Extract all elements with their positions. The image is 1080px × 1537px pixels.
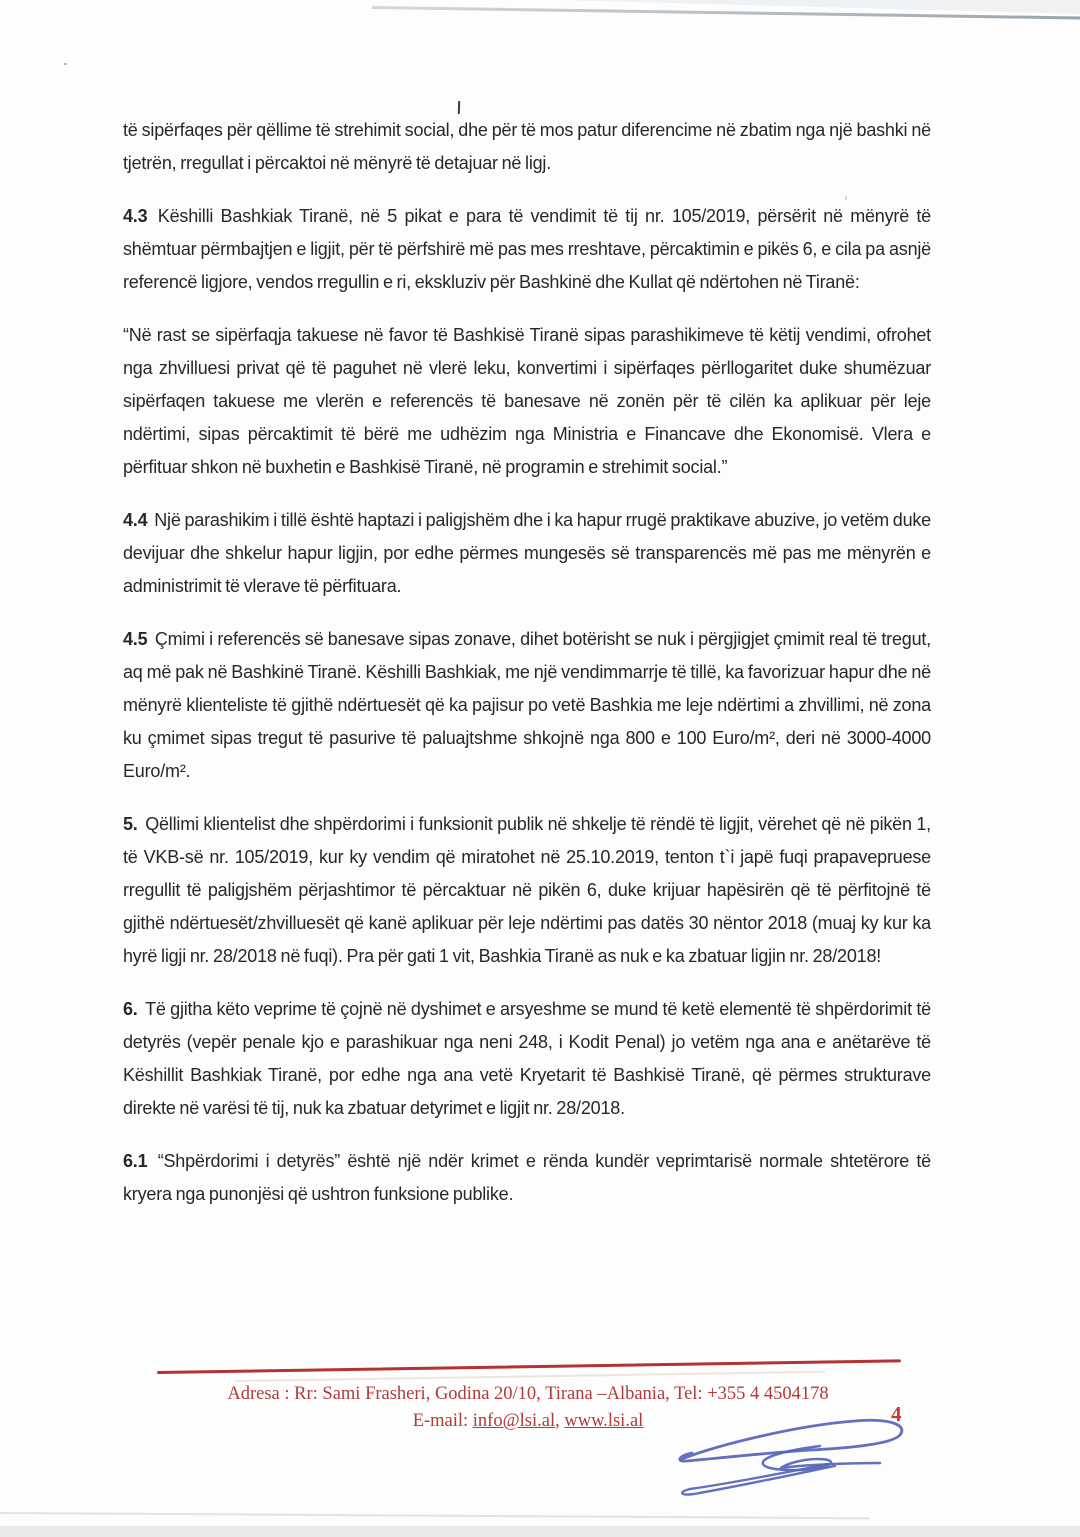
paragraph-text: Një parashikim i tillë është haptazi i paligjshëm dhe i ka hapur rrugë praktikave abuzive, jo vetëm duke devijuar dhe shkelur hapur ligjin, por edhe përmes mungesës së transparencës më pas me mënyrën e administrimit të vlerave të përfituara.: [123, 510, 931, 596]
paragraph-text: Qëllimi klientelist dhe shpërdorimi i funksionit publik në shkelje të rëndë të ligjit, vërehet që në pikën 1, të VKB-së nr. 105/2019, kur ky vendim që miratohet në 25.10.2019, tenton t`i japë fuqi prapavepruese rregullit të paligjshëm përjashtimor të përcaktuar në pikën 6, duke krijuar hapësirën që të përfitojnë të gjithë ndërtuesët/zhvilluesët që kanë aplikuar për leje ndërtimi pas datës 30 nëntor 2018 (muaj ky kur ka hyrë ligji nr. 28/2018 në fuqi). Pra për gati 1 vit, Bashkia Tiranë as nuk e ka zbatuar ligjin nr. 28/2018!: [123, 814, 931, 966]
email-link[interactable]: info@lsi.al: [472, 1411, 556, 1431]
email-label: E-mail:: [412, 1411, 469, 1431]
paragraph-text: Të gjitha këto veprime të çojnë në dyshimet e arsyeshme se mund të ketë elementë të shpërdorimit të detyrës (vepër penale kjo e parashikuar nga neni 248, i Kodit Penal) jo vetëm nga ana e anëtarëve të Këshillit Bashkiak Tiranë, por edhe nga ana vetë Kryetarit të Bashkisë Tiranë, që përmes strukturave direkte në varësi të tij, nuk ka zbatuar detyrimet e ligjit nr. 28/2018.: [123, 999, 931, 1118]
paragraph-number: 6.1: [123, 1151, 155, 1171]
paragraph-text: “Shpërdorimi i detyrës” është një ndër krimet e rënda kundër veprimtarisë normale shtetërore të kryera nga punonjësi që ushtron funksione publike.: [123, 1151, 931, 1204]
scan-artifact-speck: [64, 63, 67, 65]
body-paragraph: [123, 504, 931, 603]
paragraph-number: 5.: [123, 814, 143, 834]
body-paragraph: [123, 808, 931, 973]
paragraph-text: Këshilli Bashkiak Tiranë, në 5 pikat e para të vendimit të tij nr. 105/2019, përsërit në mënyrë të shëmtuar përmbajtjen e ligjit, për të përfshirë më pas mes rreshtave, përcaktimin e pikës 6, e cila pa asnjë referencë ligjore, vendos rregullin e ri, ekskluziv për Bashkinë dhe Kullat që ndërtohen në Tiranë:: [123, 206, 931, 292]
page-number: 4: [891, 1402, 902, 1426]
body-paragraph: [123, 623, 931, 788]
body-paragraph-quote: [123, 319, 931, 484]
signature-stroke-loop: [680, 1420, 902, 1461]
body-paragraph: [123, 993, 931, 1125]
body-paragraph: [123, 200, 931, 299]
paragraph-text: Çmimi i referencës së banesave sipas zonave, dihet botërisht se nuk i përgjigjet çmimit real të tregut, aq më pak në Bashkinë Tiranë. Këshilli Bashkiak, me një vendimmarrje të tillë, ka favorizuar hapur dhe në mënyrë klienteliste të gjithë ndërtuesët që ka pajisur po vetë Bashkia me leje ndërtimi a zhvillimi, në zona ku çmimet sipas tregut të pasurive të paluajtshme shkojnë nga 800 e 100 Euro/m², deri në 3000-4000 Euro/m².: [123, 629, 931, 781]
signature-scribble: [650, 1408, 920, 1508]
paragraph-number: 4.5: [123, 629, 152, 649]
body-paragraph: [123, 114, 931, 180]
scan-artifact-bottom-band: [0, 1526, 1080, 1537]
body-paragraph: [123, 1145, 931, 1211]
scan-artifact-tick: [458, 101, 460, 114]
paragraph-number: 4.4: [123, 510, 152, 530]
paragraph-number: 4.3: [123, 206, 155, 226]
website-link[interactable]: www.lsi.al: [564, 1411, 644, 1431]
document-body: [123, 114, 931, 1211]
scan-artifact-bottom-line: [0, 1512, 870, 1519]
paragraph-text: të sipërfaqes për qëllime të strehimit social, dhe për të mos patur diferencime në zbatim nga një bashki në tjetrën, rregullat i përcaktoi në mënyrë të detajuar në ligj.: [123, 120, 931, 173]
footer-address: Adresa : Rr: Sami Frasheri, Godina 20/10, Tirana –Albania, Tel: +355 4 4504178: [227, 1384, 829, 1404]
links-separator: ,: [555, 1411, 560, 1431]
paragraph-text: “Në rast se sipërfaqja takuese në favor të Bashkisë Tiranë sipas parashikimeve të këtij vendimi, ofrohet nga zhvilluesi privat që të paguhet në vlerë leku, konvertimi i sipërfaqes përllogaritet duke shumëzuar sipërfaqen takuese me vlerën e referencës të banesave në zonën për të cilën ka aplikuar për leje ndërtimi, sipas përcaktimit të bërë me udhëzim nga Ministria e Financave dhe Ekonomisë. Vlera e përfituar shkon në buxhetin e Bashkisë Tiranë, në programin e strehimit social.”: [123, 325, 931, 477]
paragraph-number: 6.: [123, 999, 143, 1019]
